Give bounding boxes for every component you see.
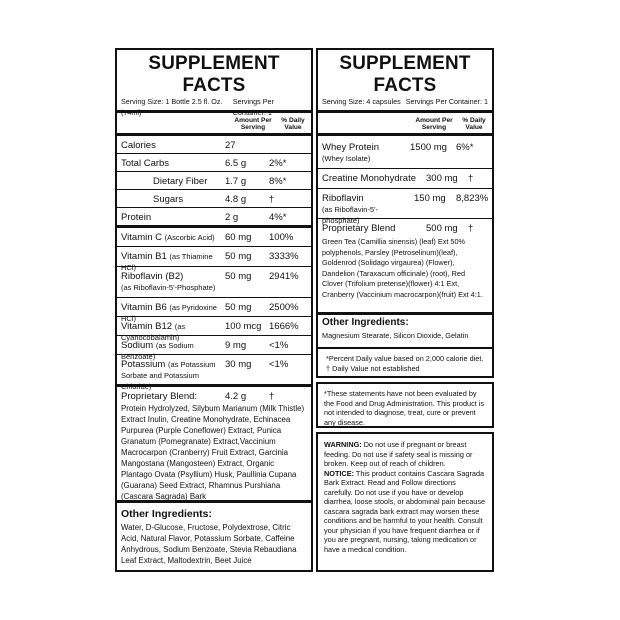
notice-block — [324, 469, 486, 555]
nutrient-row — [117, 247, 311, 272]
nutrient-row — [117, 298, 311, 323]
nutrient-dv: 8,823% — [456, 193, 489, 204]
nutrient-dv: † — [269, 391, 275, 402]
nutrient-dv: <1% — [269, 340, 289, 351]
nutrient-name: Proprietary Blend: — [121, 391, 198, 402]
left-other-text: Water, D-Glucose, Fructose, Polydextrose, Citric Acid, Natural Flavor, Potassium Sorbate, Caffeine Anhydrous, Sodium Benzoate, Stevia Rebaudiana Leaf Extract, Maltodextrin, Beet Juice — [121, 523, 297, 565]
nutrient-name: Sodium (as Sodium Benzoate) — [121, 340, 194, 361]
right-other-heading: Other Ingredients: — [322, 317, 409, 328]
right-other-text: Magnesium Stearate, Silicon Dioxide, Gelatin — [322, 331, 469, 340]
nutrient-amount: 1.7 g — [225, 176, 247, 187]
nutrient-row — [117, 136, 311, 154]
warning-label: WARNING: — [324, 440, 362, 449]
nutrient-name: Riboflavin (as Riboflavin-5'- phosphate) — [322, 193, 379, 225]
nutrient-name: Vitamin B6 (as Pyridoxine HCl) — [121, 302, 217, 323]
right-column-header — [318, 113, 492, 136]
notice-label: NOTICE: — [324, 468, 354, 478]
nutrient-name: Proprietary Blend — [322, 223, 396, 234]
nutrient-row — [117, 172, 311, 190]
fda-statement: *These statements have not been evaluated by the Food and Drug Administration. This product is not intended to diagnose, treat, cure or prevent any disease. — [324, 389, 485, 427]
nutrient-dv: 6%* — [456, 142, 474, 153]
left-blend-section — [117, 387, 311, 503]
left-supplement-panel — [115, 48, 313, 572]
nutrient-amount: 6.5 g — [225, 158, 247, 169]
nutrient-name: Vitamin C (Ascorbic Acid) — [121, 232, 215, 243]
left-col-amount: Amount Per Serving — [234, 117, 272, 131]
nutrient-dv: † — [468, 223, 474, 234]
nutrient-amount: 9 mg — [225, 340, 247, 351]
nutrient-amount: 30 mg — [225, 359, 252, 370]
fda-disclaimer-panel — [316, 382, 494, 428]
nutrient-amount: 100 mcg — [225, 321, 262, 332]
nutrient-dv: 1666% — [269, 321, 299, 332]
nutrient-name: Sugars — [153, 194, 184, 205]
nutrient-name: Calories — [121, 140, 156, 151]
footnote-daily-value: *Percent Daily value based on 2,000 calorie diet. — [326, 354, 484, 363]
right-blend-section — [318, 219, 492, 315]
nutrient-amount: 50 mg — [225, 302, 252, 313]
nutrient-dv: 2500% — [269, 302, 299, 313]
nutrient-dv: 2941% — [269, 271, 299, 282]
nutrient-name: Dietary Fiber — [153, 176, 208, 187]
nutrient-amount: 2 g — [225, 212, 239, 223]
nutrient-row — [318, 169, 492, 189]
nutrient-row — [117, 267, 311, 298]
left-other-heading: Other Ingredients: — [121, 508, 213, 520]
nutrient-dv: <1% — [269, 359, 289, 370]
warning-panel — [316, 432, 494, 572]
nutrient-dv: 2%* — [269, 158, 287, 169]
left-column-header — [117, 113, 311, 136]
left-blend-text: Protein Hydrolyzed, Silybum Marianum (Milk Thistle) Extract Inulin, Creatine Monohydrate, Echinacea Purpurea (Purple Coneflower) Extract, Punica Granatum (Pomegranate) Extract,Vaccinium Macrocarpon (Cranberry) Fruit Extract, Garcinia Mangostana (Mangosteen) Extract, Organic Plantago Ovata (Psyllium) Husk, Paullinia Cupana (Guarana) Seed Extract, Rhamnus Purshiana (Cascara Sagrada) Bark — [121, 404, 305, 501]
left-serving-size: Serving Size: 1 Bottle 2.5 fl. Oz. (74ml) — [121, 97, 223, 117]
nutrient-amount: 300 mg — [426, 173, 458, 184]
nutrient-dv: † — [468, 173, 474, 184]
nutrient-dv: 8%* — [269, 176, 287, 187]
nutrient-name: Vitamin B1 (as Thiamine HCl) — [121, 251, 213, 272]
nutrient-row — [117, 154, 311, 172]
warning-text: Do not use if pregnant or breast feeding. Do not use if safety seal is missing or broken. Keep out of reach of children. — [324, 440, 473, 468]
nutrient-name: Creatine Monohydrate — [322, 173, 416, 184]
nutrient-name: Protein — [121, 212, 152, 223]
right-blend-text: Green Tea (Camillia sinensis) (leaf) Ext 50% polyphenols, Parsley (Petroselinum)(leaf), Goldenrod (Solidago virgaurea) (Flower), Dandelion (Taraxacum officinale) (root), Red Clover (Trifolium pretense)(flower) 4:1 Ext, Cranberry (Vaccinium macrocarpon)(fruit) Ext 4:1. — [322, 237, 483, 299]
right-other-section — [318, 315, 492, 349]
nutrient-row — [117, 208, 311, 228]
nutrient-row — [318, 136, 492, 169]
nutrient-amount: 50 mg — [225, 271, 252, 282]
right-serving-line — [318, 96, 492, 113]
nutrient-dv: 3333% — [269, 251, 299, 262]
nutrient-dv: † — [269, 194, 275, 205]
right-servings-per: Servings Per Container: 1 — [405, 97, 488, 106]
nutrient-amount: 4.8 g — [225, 194, 247, 205]
nutrient-row — [117, 190, 311, 208]
nutrient-name: Whey Protein (Whey Isolate) — [322, 142, 380, 163]
right-serving-size: Serving Size: 4 capsules — [322, 97, 401, 106]
warning-block — [324, 440, 486, 469]
nutrient-row — [318, 189, 492, 225]
nutrient-row — [117, 228, 311, 247]
left-serving-line — [117, 96, 311, 117]
left-col-dv: % Daily Value — [281, 117, 305, 131]
nutrient-dv: 4%* — [269, 212, 287, 223]
nutrient-amount: 1500 mg — [410, 142, 447, 153]
nutrient-row — [117, 355, 311, 391]
right-supplement-panel — [316, 48, 494, 378]
notice-text: This product contains Cascara Sagrada Bark Extract. Read and Follow directions carefully. Do not use if you have or develop diarrhea, loose stools, or abdominal pain because cascara sagrada bark extract may worsen these conditions and be harmful to your health. Consult your physician if you have frequent diarrhea or if you are pregnant, nursing, taking medication or have a medical condition. — [324, 468, 486, 554]
left-servings-per: Servings Per Container: 1 — [232, 97, 274, 117]
nutrient-amount: 4.2 g — [225, 391, 247, 402]
nutrient-dv: 100% — [269, 232, 294, 243]
nutrient-amount: 150 mg — [414, 193, 446, 204]
nutrient-amount: 500 mg — [426, 223, 458, 234]
nutrient-name: Potassium (as Potassium Sorbate and Potassium Chloride) — [121, 359, 216, 391]
nutrient-name: Riboflavin (B2) (as Riboflavin-5'-Phosphate) — [121, 271, 216, 292]
nutrient-amount: 60 mg — [225, 232, 252, 243]
footnote-not-established: † Daily Value not established — [326, 363, 420, 373]
nutrient-name: Total Carbs — [121, 158, 170, 169]
nutrient-name: Vitamin B12 (as Cyanocobalamin) — [121, 321, 186, 342]
right-col-dv: % Daily Value — [462, 117, 486, 131]
nutrient-amount: 27 — [225, 140, 236, 151]
right-title: SUPPLEMENT FACTS — [339, 52, 471, 96]
left-title: SUPPLEMENT FACTS — [148, 52, 280, 96]
right-footnotes — [318, 349, 492, 373]
right-col-amount: Amount Per Serving — [415, 117, 453, 131]
nutrient-amount: 50 mg — [225, 251, 252, 262]
